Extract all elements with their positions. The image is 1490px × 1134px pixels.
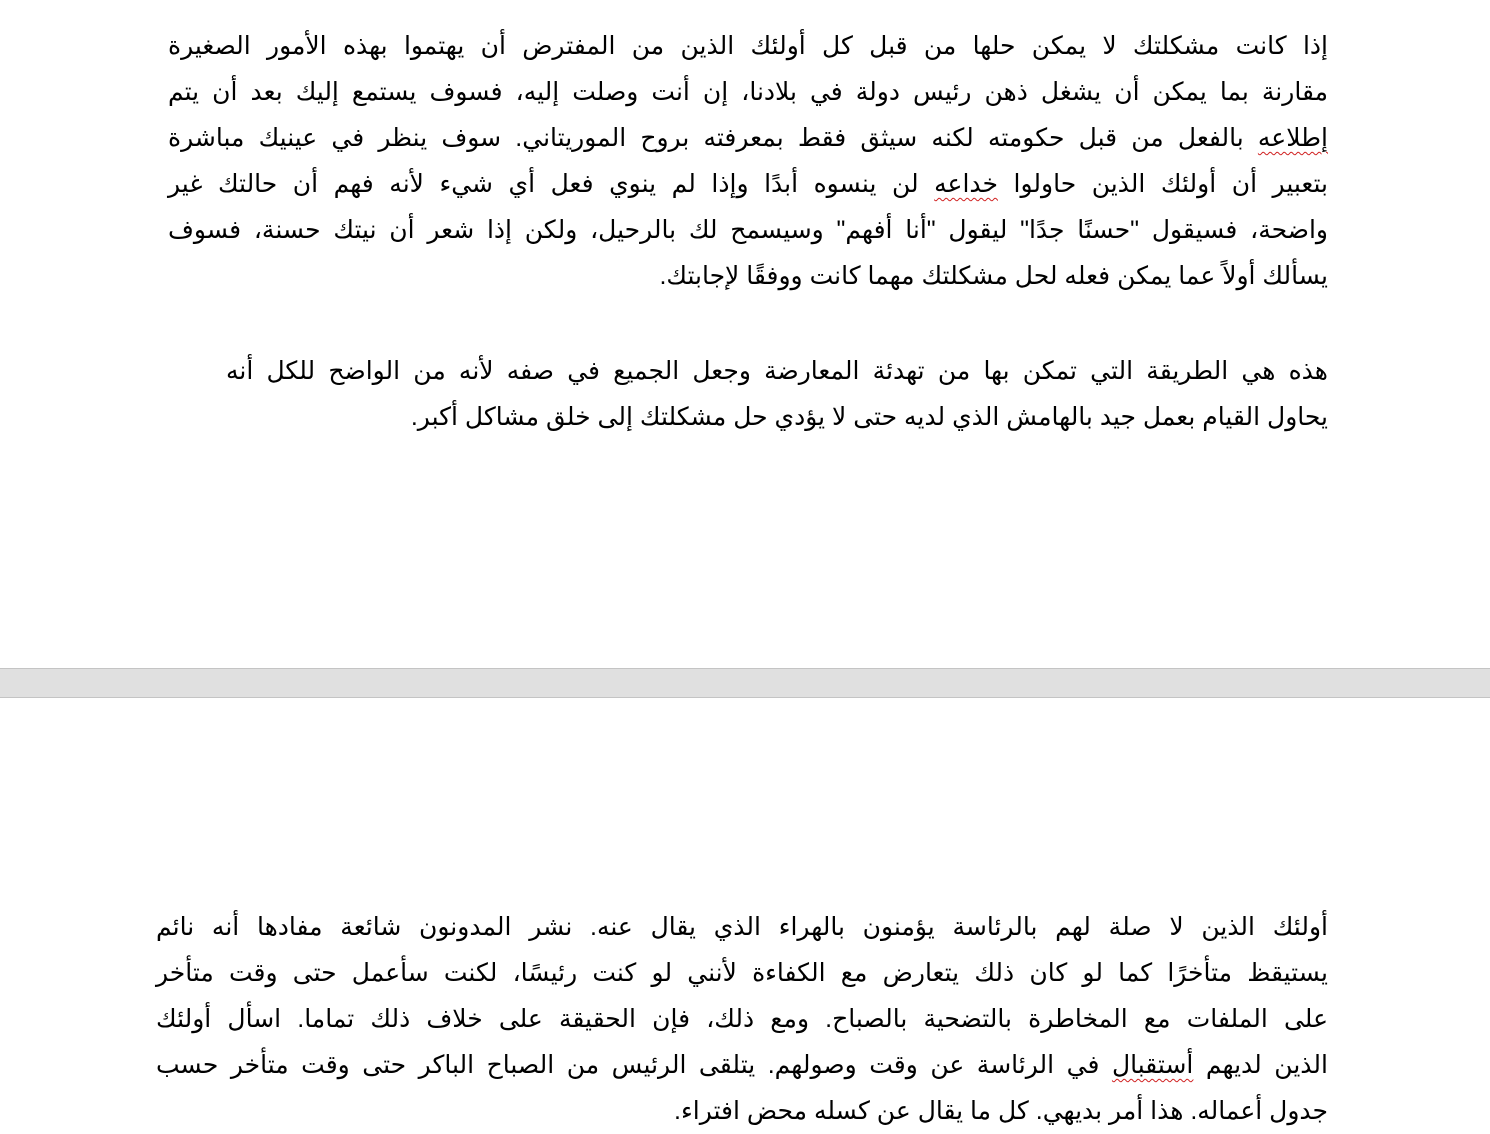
page-break-separator — [0, 668, 1490, 698]
document-page-2 — [0, 698, 1490, 1134]
text-line — [168, 161, 1328, 207]
text-run: الذين لديهم — [1193, 1051, 1328, 1079]
text-line — [156, 1088, 1328, 1134]
text-line — [168, 207, 1328, 253]
text-line — [156, 996, 1328, 1042]
paragraph[interactable] — [168, 23, 1328, 299]
paragraph[interactable] — [156, 904, 1328, 1134]
text-run: يسألك أولاً عما يمكن فعله لحل مشكلتك مهما كانت ووفقًا لإجابتك. — [659, 262, 1328, 290]
text-run: على الملفات مع المخاطرة بالتضحية بالصباح. ومع ذلك، فإن الحقيقة على خلاف ذلك تماما. اسأل أولئك — [156, 1005, 1328, 1033]
misspelled-word: إطلاعه — [1257, 124, 1328, 152]
misspelled-word: أستقبال — [1111, 1051, 1194, 1079]
text-run: هذه هي الطريقة التي تمكن بها من تهدئة المعارضة وجعل الجميع في صفه لأنه من الواضح للكل أنه — [226, 357, 1328, 385]
text-run: بتعبير أن أولئك الذين حاولوا — [997, 170, 1328, 198]
text-run: أولئك الذين لا صلة لهم بالرئاسة يؤمنون بالهراء الذي يقال عنه. نشر المدونون شائعة مفادها أنه نائم — [156, 913, 1328, 941]
misspelled-word: خداعه — [934, 170, 998, 198]
text-line — [156, 950, 1328, 996]
text-run: واضحة، فسيقول "حسنًا جدًا" ليقول "أنا أفهم" وسيسمح لك بالرحيل، ولكن إذا شعر أن نيتك حسنة، فسوف — [168, 216, 1328, 244]
text-line — [156, 904, 1328, 950]
text-line — [156, 1042, 1328, 1088]
text-run: يستيقظ متأخرًا كما لو كان ذلك يتعارض مع الكفاءة لأنني لو كنت رئيسًا، لكنت سأعمل حتى وقت متأخر — [156, 959, 1328, 987]
text-line — [168, 253, 1328, 299]
text-run: يحاول القيام بعمل جيد بالهامش الذي لديه حتى لا يؤدي حل مشكلتك إلى خلق مشاكل أكبر. — [410, 403, 1328, 431]
text-run: في الرئاسة عن وقت وصولهم. يتلقى الرئيس من الصباح الباكر حتى وقت متأخر حسب — [156, 1051, 1112, 1079]
text-run: إذا كانت مشكلتك لا يمكن حلها من قبل كل أولئك الذين من المفترض أن يهتموا بهذه الأمور الصغيرة — [168, 32, 1328, 60]
text-line — [168, 69, 1328, 115]
text-run: لن ينسوه أبدًا وإذا لم ينوي فعل أي شيء لأنه فهم أن حالتك غير — [168, 170, 935, 198]
paragraph[interactable] — [226, 348, 1328, 440]
text-run: جدول أعماله. هذا أمر بديهي. كل ما يقال عن كسله محض افتراء. — [674, 1097, 1328, 1125]
text-run: مقارنة بما يمكن أن يشغل ذهن رئيس دولة في بلادنا، إن أنت وصلت إليه، فسوف يستمع إليك بعد أن يتم — [168, 78, 1328, 106]
text-run: بالفعل من قبل حكومته لكنه سيثق فقط بمعرفته بروح الموريتاني. سوف ينظر في عينيك مباشرة — [168, 124, 1258, 152]
text-line — [226, 394, 1328, 440]
text-line — [226, 348, 1328, 394]
text-line — [168, 115, 1328, 161]
text-line — [168, 23, 1328, 69]
